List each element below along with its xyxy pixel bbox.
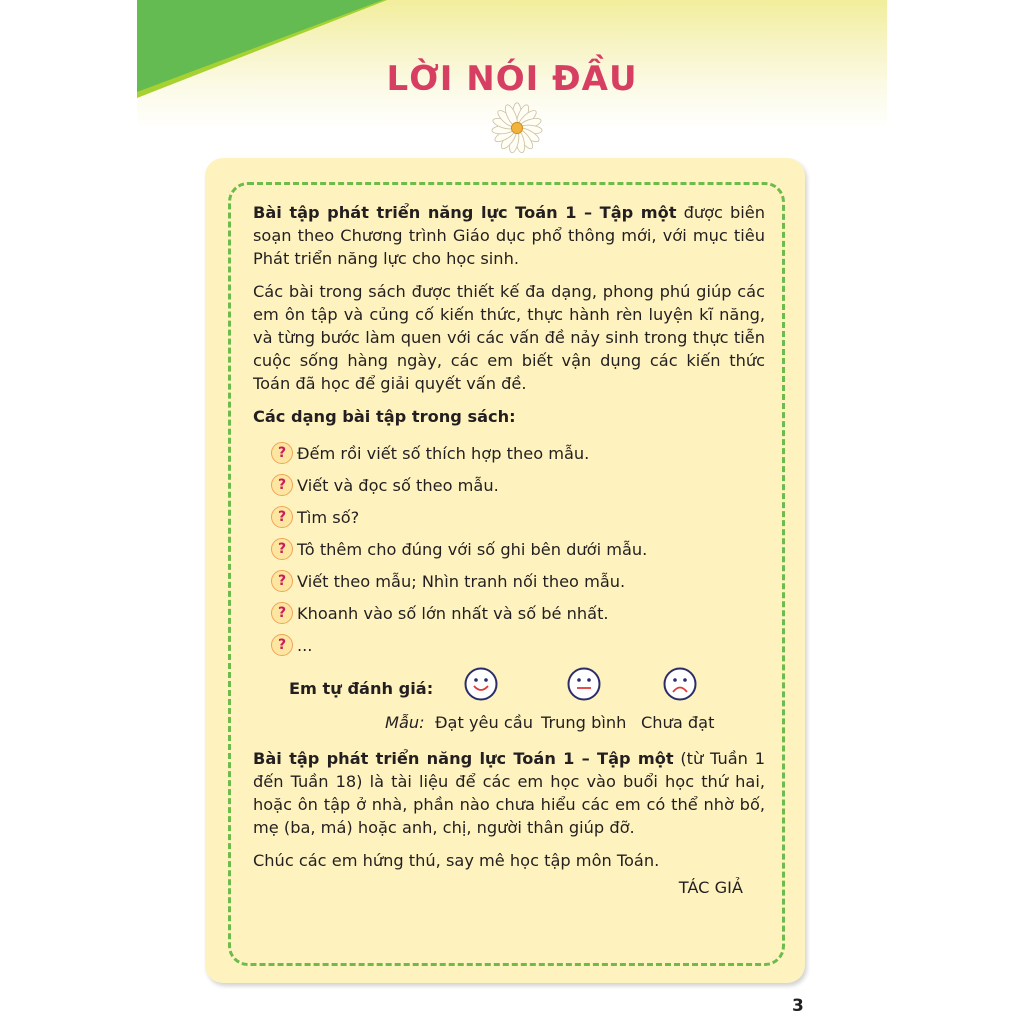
closing-line: Chúc các em hứng thú, say mê học tập môn Toán. — [253, 851, 660, 870]
book-page — [137, 0, 887, 1024]
neutral-face-icon — [567, 667, 601, 701]
legend-label-average: Trung bình — [541, 713, 627, 732]
list-item — [271, 629, 765, 661]
usage-text: (từ Tuần 1 đến Tuần 18) là tài liệu để các em học vào buổi học thứ hai, hoặc ôn tập ở nhà, phần nào chưa hiểu các em có thể nhờ bố, mẹ (ba, má) hoặc anh, chị, người thân giúp đỡ. — [253, 749, 765, 837]
preface-content — [253, 201, 765, 899]
list-item-text: Tìm số? — [297, 507, 360, 527]
page-number: 3 — [792, 996, 804, 1016]
list-item — [271, 437, 765, 469]
list-item-text: Tô thêm cho đúng với số ghi bên dưới mẫu. — [297, 539, 648, 559]
page-title: LỜI NÓI ĐẦU — [386, 59, 638, 99]
preface-card — [205, 158, 805, 983]
list-item-text: Viết theo mẫu; Nhìn tranh nối theo mẫu. — [297, 571, 626, 591]
question-mark-icon: ? — [271, 602, 293, 624]
self-assessment-row — [253, 667, 765, 707]
list-item — [271, 597, 765, 629]
author-signature: TÁC GIẢ — [678, 878, 743, 897]
book-title-bold: Bài tập phát triển năng lực Toán 1 – Tập một — [253, 203, 677, 222]
question-mark-icon: ? — [271, 538, 293, 560]
question-mark-icon: ? — [271, 474, 293, 496]
assessment-legend-row — [253, 707, 765, 741]
question-mark-icon: ? — [271, 570, 293, 592]
list-item-text: Khoanh vào số lớn nhất và số bé nhất. — [297, 603, 609, 623]
sad-face-icon — [663, 667, 697, 701]
exercise-types-list — [271, 437, 765, 661]
list-item — [271, 501, 765, 533]
legend-label-pass: Đạt yêu cầu — [435, 713, 533, 732]
legend-key-label: Mẫu: — [385, 713, 425, 732]
list-item — [271, 565, 765, 597]
daisy-flower-icon — [489, 100, 545, 156]
legend-label-fail: Chưa đạt — [641, 713, 715, 732]
question-mark-icon: ? — [271, 506, 293, 528]
question-mark-icon: ? — [271, 442, 293, 464]
self-assessment-label: Em tự đánh giá: — [289, 679, 434, 698]
intro-paragraph — [253, 201, 765, 270]
usage-paragraph — [253, 747, 765, 839]
list-item — [271, 533, 765, 565]
book-title-bold: Bài tập phát triển năng lực Toán 1 – Tập một — [253, 749, 674, 768]
list-item-text: ... — [297, 635, 313, 655]
description-paragraph: Các bài trong sách được thiết kế đa dạng, phong phú giúp các em ôn tập và củng cố kiến thức, thực hành rèn luyện kĩ năng, và từng bước làm quen với các vấn đề nảy sinh trong thực tiễn cuộc sống hàng ngày, các em biết vận dụng các kiến thức Toán đã học để giải quyết vấn đề. — [253, 282, 765, 393]
list-item-text: Đếm rồi viết số thích hợp theo mẫu. — [297, 443, 590, 463]
happy-face-icon — [464, 667, 498, 701]
question-mark-icon: ? — [271, 634, 293, 656]
list-item — [271, 469, 765, 501]
exercise-types-heading: Các dạng bài tập trong sách: — [253, 407, 516, 426]
intro-text: được biên soạn theo Chương trình Giáo dục phổ thông mới, với mục tiêu Phát triển năng lực cho học sinh. — [253, 203, 765, 268]
list-item-text: Viết và đọc số theo mẫu. — [297, 475, 499, 495]
